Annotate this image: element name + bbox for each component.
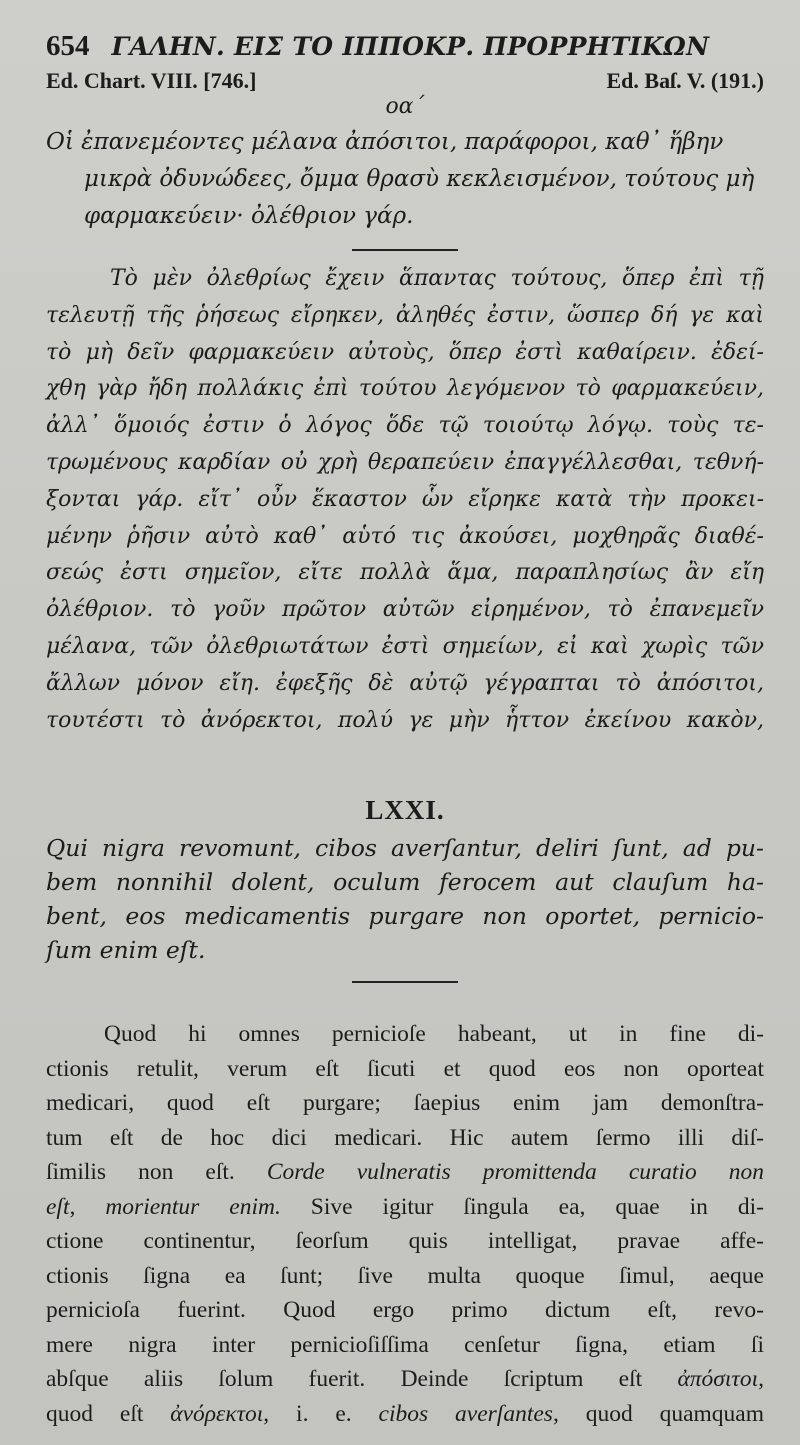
greek-commentary [46,261,764,739]
latin-aphorism-line: bem nonnihil dolent, oculum ferocem aut clauſum ha- [46,868,764,897]
latin-commentary-run: tum eſt de hoc dici medicari. Hic autem ſermo illi diſ- [46,1124,764,1151]
latin-commentary-run: ſimilis non eſt. [46,1159,267,1186]
latin-commentary-italic-run: Corde vulneratis promittenda curatio non [266,1159,764,1186]
greek-section-number: οα΄ [385,94,425,119]
latin-commentary-line [46,1224,764,1259]
greek-aphorism-line: φαρμακεύειν· ὀλέθριον γάρ. [84,203,414,229]
greek-aphorism-line: μικρὰ ὀδυνώδεες, ὄμμα θρασὺ κεκλεισμένον, τούτους μὴ [84,166,755,192]
greek-commentary-line: ὀλέθριον. τὸ γοῦν πρῶτον αὐτῶν εἰρημένον, τὸ ἐπανεμεῖν [46,597,764,623]
latin-commentary-run: abſque aliis ſolum fuerit. Deinde ſcriptum eſt [46,1366,678,1393]
latin-commentary-run: Quod hi omnes pernicioſe habeant, ut in fine di- [104,1021,764,1048]
latin-commentary [46,1017,764,1431]
greek-commentary-line: ἀλλ᾽ ὅμοιός ἐστιν ὁ λόγος ὅδε τῷ τοιούτῳ λόγῳ. τοὺς τε- [46,413,764,439]
latin-commentary-line [46,1017,764,1052]
latin-aphorism-line: Qui nigra revomunt, cibos averſantur, deliri ſunt, ad pu- [46,834,764,863]
page-number: 654 [46,30,90,62]
latin-commentary-line [46,1293,764,1328]
greek-commentary-line: Τὸ μὲν ὀλεθρίως ἔχειν ἅπαντας τούτους, ὅπερ ἐπὶ τῇ [110,266,764,291]
latin-commentary-run: , quod quamquam [552,1400,765,1427]
latin-commentary-run: ctione continentur, ſeorſum quis intelligat, pravae affe- [46,1228,764,1255]
latin-commentary-run: ctionis ſigna ea ſunt; ſive multa quoque ſimul, aeque [46,1262,764,1289]
running-header [46,30,764,64]
section-divider-rule [352,981,458,983]
greek-aphorism [46,124,764,235]
latin-commentary-run: Sive igitur ſingula ea, quae in di- [280,1193,764,1220]
edition-chart-reference: Ed. Chart. VIII. [746.] [46,68,257,93]
edition-basel-reference: Ed. Baſ. V. (191.) [606,68,764,93]
latin-aphorism-line: bent, eos medicamentis purgare non oportet, pernicio- [46,902,764,931]
greek-commentary-line: τελευτῇ τῆς ῥήσεως εἴρηκεν, ἀληθές ἐστιν, ὥσπερ δή γε καὶ [46,302,764,328]
latin-commentary-line [46,1397,764,1432]
latin-commentary-italic-run: eſt, morientur enim. [46,1193,281,1220]
latin-commentary-line [46,1052,764,1087]
greek-commentary-line: σεώς ἐστι σημεῖον, εἴτε πολλὰ ἅμα, παραπλησίως ἂν εἴη [46,560,764,586]
running-title: ΓΑΛΗΝ. ΕΙΣ ΤΟ ΙΠΠΟΚΡ. ΠΡΟΡΡΗΤΙΚΩΝ [111,32,710,61]
greek-commentary-line: ξονται γάρ. εἴτ᾽ οὖν ἕκαστον ὧν εἴρηκε κατὰ τὴν προκει- [46,486,764,512]
latin-commentary-line [46,1362,764,1397]
latin-commentary-run: medicari, quod eſt purgare; ſaepius enim jam demonſtra- [46,1090,764,1117]
latin-commentary-run: quod eſt [46,1400,171,1427]
latin-commentary-run: ctionis retulit, verum eſt ſicuti et quod eos non oporteat [46,1055,764,1082]
latin-commentary-italic-run: cibos averſantes [378,1400,553,1427]
latin-commentary-run: pernicioſa fuerint. Quod ergo primo dictum eſt, revo- [46,1297,764,1324]
latin-commentary-line [46,1328,764,1363]
latin-aphorism-line: ſum enim eſt. [46,936,206,965]
greek-commentary-line: μέλανα, τῶν ὀλεθριωτάτων ἐστὶ σημείων, εἰ καὶ χωρὶς τῶν [46,633,764,659]
latin-commentary-run: , i. e. [263,1400,379,1427]
greek-commentary-line: ἄλλων μόνον εἴη. ἐφεξῆς δὲ αὐτῷ γέγραπται τὸ ἀπόσιτοι, [46,670,764,696]
latin-commentary-italic-run: ἀπόσιτοι, [677,1366,764,1393]
greek-commentary-line: μένην ῥῆσιν αὐτὸ καθ᾽ αὑτό τις ἀκούσει, μοχθηρᾶς διαθέ- [46,523,764,549]
greek-commentary-line: τουτέστι τὸ ἀνόρεκτοι, πολύ γε μὴν ἧττον ἐκείνου κακὸν, [46,707,764,733]
greek-commentary-line: τὸ μὴ δεῖν φαρμακεύειν αὐτοὺς, ὅπερ ἐστὶ καθαίρειν. ἐδεί- [46,339,764,365]
section-divider-rule [352,249,458,251]
latin-commentary-line [46,1190,764,1225]
latin-commentary-line [46,1259,764,1294]
latin-commentary-run: mere nigra inter pernicioſiſſima cenſetur ſigna, etiam ſi [46,1331,764,1358]
latin-section-title: LXXI. [365,795,445,826]
greek-commentary-line: τρωμένους καρδίαν οὐ χρὴ θεραπεύειν ἐπαγγέλλεσθαι, τεθνή- [46,449,764,475]
latin-commentary-italic-run: ἀνόρεκτοι [170,1400,264,1427]
greek-aphorism-line: Οἱ ἐπανεμέοντες μέλανα ἀπόσιτοι, παράφοροι, καθ᾽ ἥβην [46,129,724,155]
greek-commentary-line: χθη γὰρ ἤδη πολλάκις ἐπὶ τούτου λεγόμενον τὸ φαρμακεύειν, [46,376,764,402]
latin-commentary-line [46,1155,764,1190]
latin-commentary-line [46,1086,764,1121]
latin-commentary-line [46,1121,764,1156]
latin-aphorism [46,831,764,967]
